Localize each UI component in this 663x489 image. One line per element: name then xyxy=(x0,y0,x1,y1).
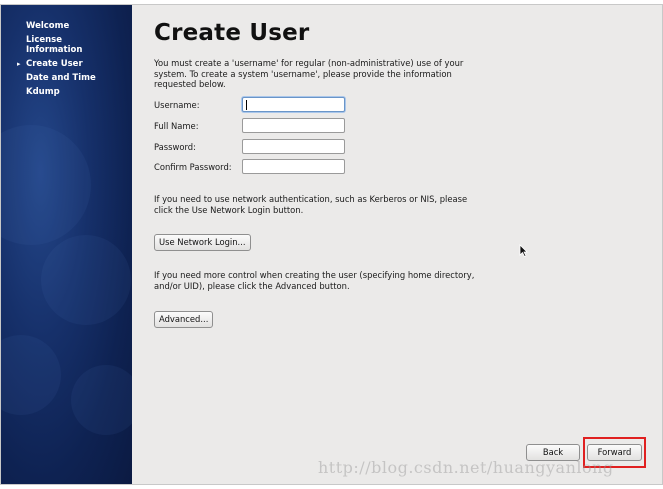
sidebar-decoration xyxy=(1,335,61,415)
use-network-login-button[interactable]: Use Network Login... xyxy=(154,234,251,251)
confirm-password-input[interactable] xyxy=(242,159,345,174)
confirm-password-row xyxy=(154,159,354,175)
password-input[interactable] xyxy=(242,139,345,154)
intro-text: You must create a 'username' for regular (non-administrative) use of your system. To create a system 'username', please provide the information requested below. xyxy=(154,58,464,89)
step-kdump: Kdump xyxy=(26,87,60,97)
step-license-information: License Information xyxy=(26,35,83,55)
sidebar-decoration xyxy=(71,365,132,435)
sidebar-decoration xyxy=(1,125,91,245)
step-date-and-time: Date and Time xyxy=(26,73,96,83)
confirm-password-label: Confirm Password: xyxy=(154,162,232,172)
password-label: Password: xyxy=(154,142,196,152)
advanced-text: If you need more control when creating the user (specifying home directory, and/or UID), please click the Advanced button. xyxy=(154,270,475,291)
full-name-label: Full Name: xyxy=(154,121,199,131)
password-row xyxy=(154,139,354,155)
steps-list xyxy=(17,21,117,101)
back-button[interactable]: Back xyxy=(526,444,580,461)
firstboot-window xyxy=(0,4,663,485)
sidebar-decoration xyxy=(41,235,131,325)
step-welcome: Welcome xyxy=(26,21,70,31)
watermark-text: http://blog.csdn.net/huangyanlong xyxy=(318,458,614,477)
network-login-text: If you need to use network authentication, such as Kerberos or NIS, please click the Use Network Login button. xyxy=(154,194,468,215)
step-create-user: ▸ Create User xyxy=(17,59,83,69)
full-name-input[interactable] xyxy=(242,118,345,133)
forward-button[interactable]: Forward xyxy=(587,444,642,461)
username-row xyxy=(154,97,354,113)
full-name-row xyxy=(154,118,354,134)
advanced-button[interactable]: Advanced... xyxy=(154,311,213,328)
text-caret xyxy=(246,100,247,110)
current-step-arrow-icon: ▸ xyxy=(17,60,21,68)
username-label: Username: xyxy=(154,100,200,110)
mouse-pointer-icon xyxy=(519,244,528,257)
main-content xyxy=(132,5,662,484)
steps-sidebar xyxy=(1,5,132,484)
username-input[interactable] xyxy=(242,97,345,112)
page-title: Create User xyxy=(154,20,310,46)
